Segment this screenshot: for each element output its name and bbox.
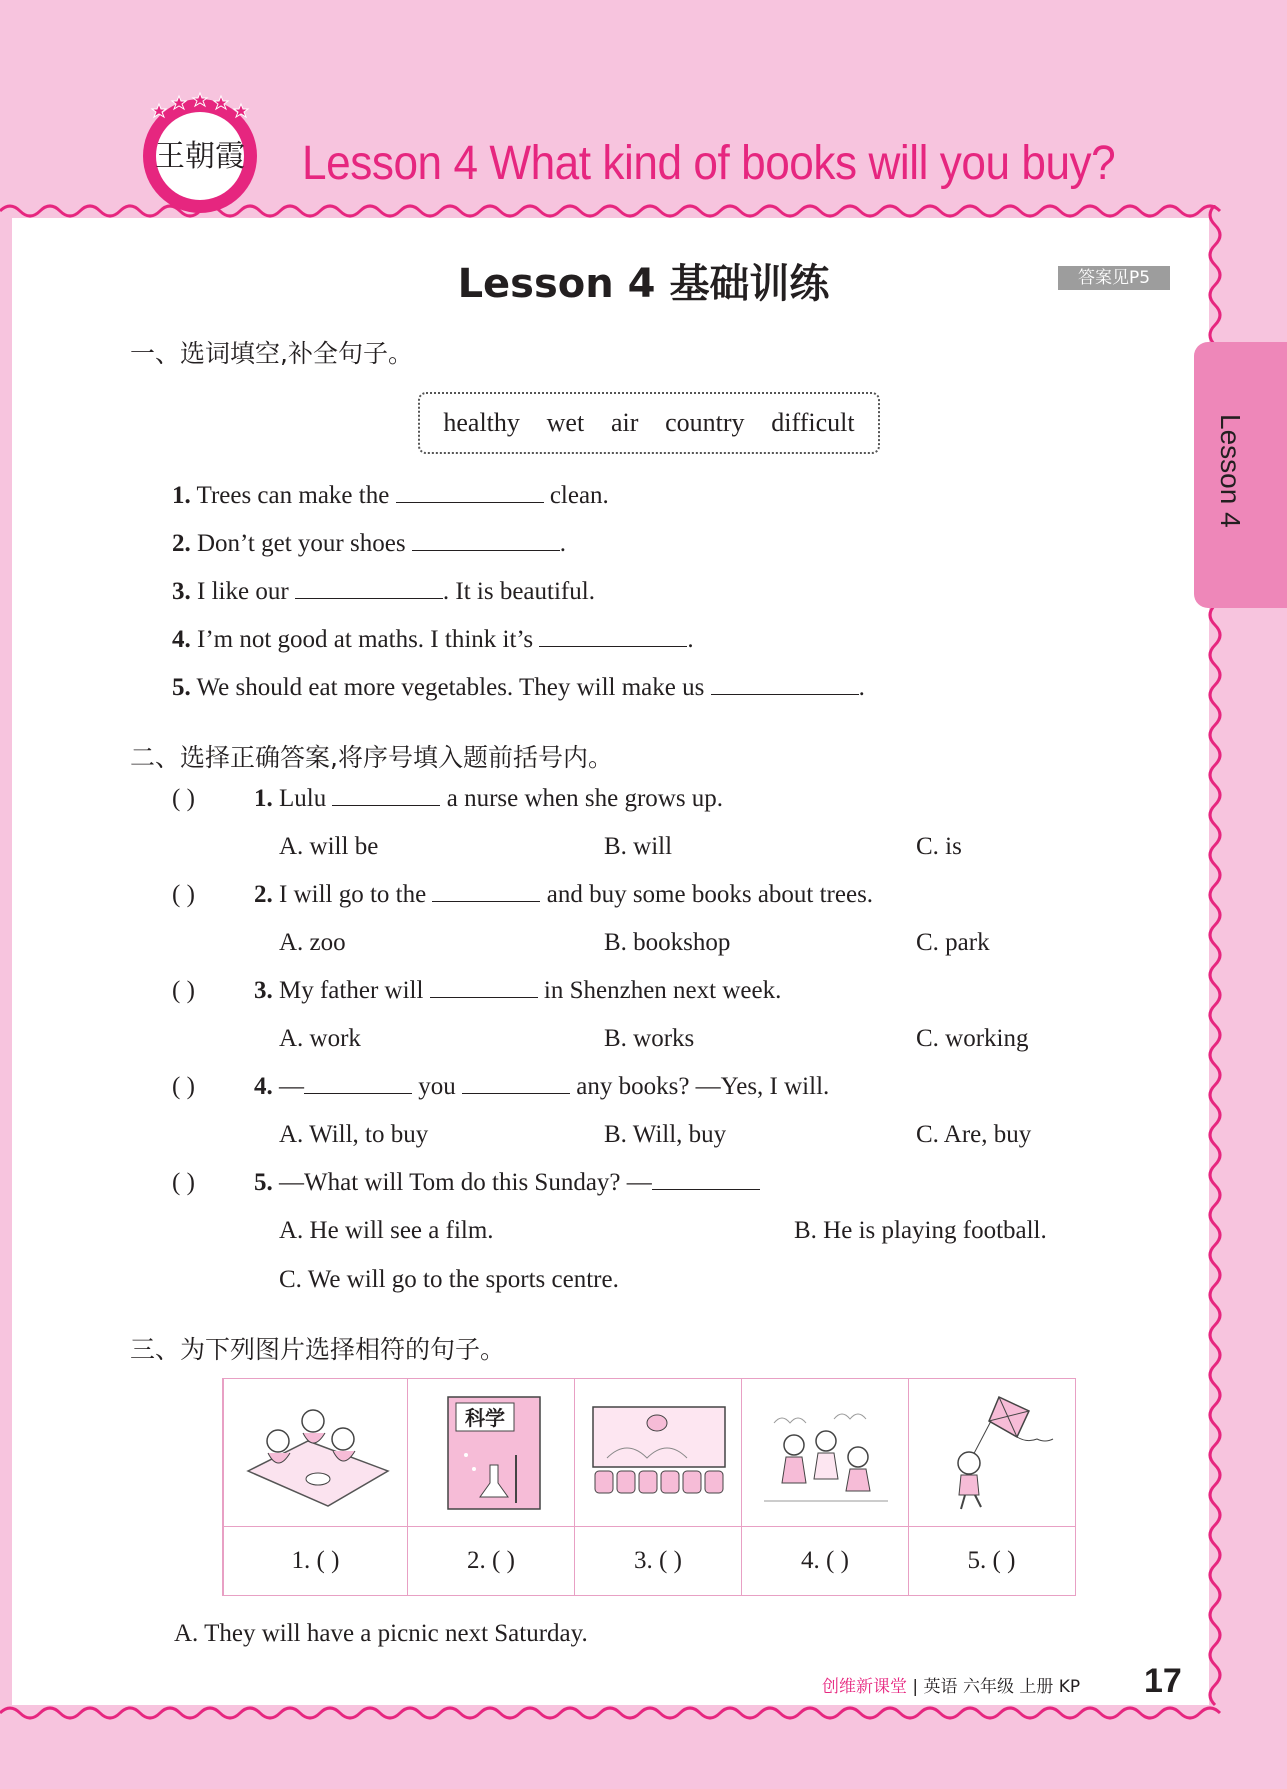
question-text: Don’t get your shoes <box>190 530 412 557</box>
part1-heading: 一、选词填空,补全句子。 <box>130 339 413 368</box>
brand-logo <box>137 90 263 216</box>
part2-question <box>254 1073 829 1101</box>
question-text: —What will Tom do this Sunday? — <box>272 1169 652 1196</box>
question-text: I’m not good at maths. I think it’s <box>190 626 540 653</box>
picture-cell <box>574 1379 741 1595</box>
answer-parentheses[interactable]: ( ) <box>172 977 195 1004</box>
option-c: C. park <box>916 929 990 956</box>
cinema-picture-icon <box>587 1403 731 1503</box>
option-a: A. He will see a film. <box>279 1217 494 1244</box>
word-bank-item: country <box>665 408 745 437</box>
option-a: A. zoo <box>279 929 346 956</box>
option-b: B. works <box>604 1025 695 1052</box>
answer-blank <box>462 1073 570 1094</box>
question-text: you <box>412 1073 462 1100</box>
question-text: My father will <box>272 977 430 1004</box>
question-text: any books? —Yes, I will. <box>570 1073 830 1100</box>
word-bank-item: healthy <box>443 408 520 437</box>
sentence-option-a: A. They will have a picnic next Saturday. <box>174 1620 588 1647</box>
question-text: in Shenzhen next week. <box>537 977 782 1004</box>
question-number: 5. <box>172 674 191 701</box>
picture-label[interactable]: 5. ( ) <box>967 1547 1016 1574</box>
question-text: — <box>272 1073 304 1100</box>
part1-question <box>172 626 694 654</box>
answer-blank[interactable] <box>295 578 443 599</box>
part3-heading: 三、为下列图片选择相符的句子。 <box>130 1335 506 1364</box>
question-text: Lulu <box>272 785 333 812</box>
question-text: We should eat more vegetables. They will make us <box>190 674 711 701</box>
answer-parentheses[interactable]: ( ) <box>172 785 195 812</box>
footer-separator: | <box>907 1677 924 1697</box>
option-c: C. is <box>916 833 962 860</box>
bottom-wave-border <box>0 1698 1287 1728</box>
picture-label[interactable]: 4. ( ) <box>801 1547 849 1574</box>
picture-cell <box>407 1379 574 1595</box>
question-text: I like our <box>190 578 295 605</box>
option-b: B. Will, buy <box>604 1121 727 1148</box>
option-a: A. will be <box>279 833 379 860</box>
part2-heading: 二、选择正确答案,将序号填入题前括号内。 <box>130 743 613 772</box>
page-number: 17 <box>1144 1662 1182 1700</box>
option-b: B. bookshop <box>604 929 731 956</box>
answer-blank[interactable] <box>396 482 544 503</box>
word-bank-item: wet <box>546 408 585 437</box>
book-cover-text: 科学 <box>465 1406 505 1430</box>
part1-question <box>172 674 865 702</box>
picture-cell <box>908 1379 1074 1595</box>
question-text: a nurse when she grows up. <box>440 785 724 812</box>
picture-cell <box>741 1379 908 1595</box>
picnic-picture-icon <box>238 1391 394 1515</box>
option-c: C. We will go to the sports centre. <box>279 1266 619 1293</box>
question-number: 4. <box>172 626 191 653</box>
page-title: Lesson 4 What kind of books will you buy? <box>302 137 1116 190</box>
part2-question <box>254 1169 760 1197</box>
question-number: 1. <box>172 482 191 509</box>
option-b: B. He is playing football. <box>794 1217 1047 1244</box>
question-number: 2. <box>172 530 191 557</box>
kite-flying-picture-icon <box>929 1391 1059 1515</box>
logo-text: 王朝霞 <box>155 139 245 174</box>
part1-question <box>172 530 566 558</box>
picture-label[interactable]: 2. ( ) <box>467 1547 515 1574</box>
word-bank <box>418 392 880 454</box>
section-title: Lesson 4 基础训练 <box>457 261 830 307</box>
option-a: A. work <box>279 1025 361 1052</box>
question-text: . <box>559 530 567 557</box>
part2-question <box>254 977 781 1005</box>
answer-blank <box>332 785 440 806</box>
option-c: C. working <box>916 1025 1029 1052</box>
answer-blank[interactable] <box>711 674 859 695</box>
answer-blank[interactable] <box>412 530 560 551</box>
picture-label[interactable]: 3. ( ) <box>634 1547 682 1574</box>
question-number: 1. <box>254 785 273 812</box>
question-text: and buy some books about trees. <box>540 881 874 908</box>
picture-table <box>222 1378 1076 1596</box>
answer-blank <box>652 1169 760 1190</box>
word-bank-item: difficult <box>771 408 855 437</box>
word-bank-item: air <box>610 408 639 437</box>
answer-blank[interactable] <box>539 626 687 647</box>
answer-blank <box>304 1073 412 1094</box>
footer-course-info: 英语 六年级 上册 KP <box>923 1677 1081 1697</box>
answer-parentheses[interactable]: ( ) <box>172 1169 195 1196</box>
answer-parentheses[interactable]: ( ) <box>172 881 195 908</box>
picture-cell <box>223 1379 407 1595</box>
children-playing-picture-icon <box>754 1405 898 1509</box>
answer-blank <box>430 977 538 998</box>
footer-brand-name: 创维新课堂 <box>822 1677 907 1697</box>
question-text: clean. <box>543 482 609 509</box>
question-text: . <box>687 626 694 653</box>
option-a: A. Will, to buy <box>279 1121 429 1148</box>
part1-question <box>172 578 595 606</box>
part2-question <box>254 785 723 813</box>
picture-label[interactable]: 1. ( ) <box>291 1547 340 1574</box>
question-text: Trees can make the <box>190 482 396 509</box>
side-lesson-tab <box>1194 342 1287 608</box>
footer-brand <box>822 1672 1080 1697</box>
science-book-picture-icon <box>446 1395 542 1511</box>
question-text: . It is beautiful. <box>442 578 595 605</box>
question-number: 2. <box>254 881 273 908</box>
answer-reference-badge: 答案见P5 <box>1058 266 1170 290</box>
question-number: 3. <box>254 977 273 1004</box>
question-text: . <box>858 674 865 701</box>
part1-question <box>172 482 609 510</box>
option-c: C. Are, buy <box>916 1121 1032 1148</box>
question-number: 5. <box>254 1169 273 1196</box>
option-b: B. will <box>604 833 673 860</box>
answer-blank <box>432 881 540 902</box>
part2-question <box>254 881 873 909</box>
question-text: I will go to the <box>272 881 433 908</box>
question-number: 4. <box>254 1073 273 1100</box>
question-number: 3. <box>172 578 191 605</box>
logo-seal-icon <box>137 90 263 216</box>
side-tab-label: Lesson 4 <box>1215 414 1246 528</box>
answer-parentheses[interactable]: ( ) <box>172 1073 195 1100</box>
